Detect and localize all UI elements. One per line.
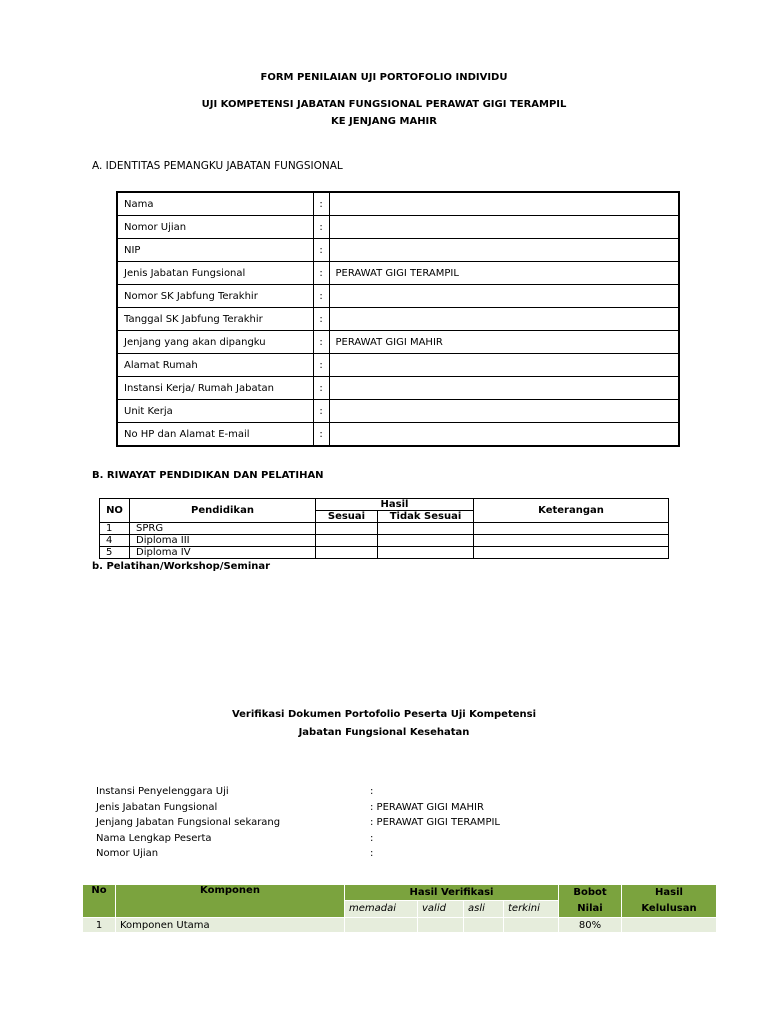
- col-pendidikan: Pendidikan: [130, 499, 316, 523]
- verification-valid[interactable]: [418, 918, 464, 933]
- verification-subtitle: Jabatan Fungsional Kesehatan: [298, 727, 470, 738]
- info-label: Nomor Ujian: [96, 848, 159, 859]
- identity-label: Jenis Jabatan Fungsional: [117, 262, 313, 285]
- identity-colon: :: [313, 354, 329, 377]
- col-sesuai: Sesuai: [316, 511, 378, 523]
- education-name: SPRG: [130, 523, 316, 535]
- identity-value[interactable]: [329, 354, 679, 377]
- identity-label: Jenjang yang akan dipangku: [117, 331, 313, 354]
- identity-row: [117, 377, 679, 400]
- identity-colon: :: [313, 308, 329, 331]
- identity-label: Tanggal SK Jabfung Terakhir: [117, 308, 313, 331]
- identity-row: [117, 192, 679, 216]
- education-tidak-sesuai[interactable]: [378, 523, 474, 535]
- col-kelulusan: [622, 885, 717, 918]
- sub-asli: asli: [464, 900, 504, 917]
- education-table: [99, 498, 669, 559]
- identity-row: [117, 308, 679, 331]
- identity-row: [117, 285, 679, 308]
- identity-colon: :: [313, 285, 329, 308]
- identity-value[interactable]: [329, 308, 679, 331]
- verification-row: [83, 918, 717, 933]
- col-tidak-sesuai: Tidak Sesuai: [378, 511, 474, 523]
- identity-colon: :: [313, 262, 329, 285]
- hasil-label: Hasil: [655, 887, 683, 898]
- identity-row: [117, 216, 679, 239]
- form-title: FORM PENILAIAN UJI PORTOFOLIO INDIVIDU: [260, 72, 508, 83]
- education-keterangan[interactable]: [474, 547, 669, 559]
- education-keterangan[interactable]: [474, 535, 669, 547]
- identity-label: Unit Kerja: [117, 400, 313, 423]
- identity-label: NIP: [117, 239, 313, 262]
- identity-value[interactable]: [329, 377, 679, 400]
- verification-table: [82, 884, 717, 933]
- info-label: Jenjang Jabatan Fungsional sekarang: [96, 817, 281, 828]
- form-subtitle: UJI KOMPETENSI JABATAN FUNGSIONAL PERAWAT GIGI TERAMPIL: [201, 99, 567, 110]
- identity-value[interactable]: PERAWAT GIGI TERAMPIL: [329, 262, 679, 285]
- education-name: Diploma III: [130, 535, 316, 547]
- sub-memadai: memadai: [345, 900, 418, 917]
- training-heading: b. Pelatihan/Workshop/Seminar: [92, 561, 271, 572]
- col-verif-komponen: Komponen: [116, 885, 345, 918]
- identity-row: [117, 331, 679, 354]
- info-value: :: [370, 832, 374, 844]
- identity-colon: :: [313, 400, 329, 423]
- education-sesuai[interactable]: [316, 535, 378, 547]
- identity-colon: :: [313, 192, 329, 216]
- identity-label: Nomor SK Jabfung Terakhir: [117, 285, 313, 308]
- info-value: : PERAWAT GIGI TERAMPIL: [370, 817, 500, 828]
- identity-label: No HP dan Alamat E-mail: [117, 423, 313, 447]
- col-keterangan: Keterangan: [474, 499, 669, 523]
- identity-value[interactable]: [329, 216, 679, 239]
- identity-label: Nomor Ujian: [117, 216, 313, 239]
- identity-row: [117, 354, 679, 377]
- col-hasil: Hasil: [316, 499, 474, 511]
- form-subtitle-level: KE JENJANG MAHIR: [331, 116, 437, 127]
- education-no: 1: [100, 523, 130, 535]
- education-no: 5: [100, 547, 130, 559]
- nilai-label: Nilai: [577, 903, 603, 914]
- info-value: :: [370, 848, 374, 859]
- kelulusan-label: Kelulusan: [641, 903, 697, 914]
- sub-valid: valid: [418, 900, 464, 917]
- identity-value[interactable]: [329, 239, 679, 262]
- verification-memadai[interactable]: [345, 918, 418, 933]
- info-label: Jenis Jabatan Fungsional: [96, 801, 218, 813]
- identity-value[interactable]: [329, 400, 679, 423]
- education-row: [100, 547, 669, 559]
- section-b-heading: B. RIWAYAT PENDIDIKAN DAN PELATIHAN: [92, 470, 324, 481]
- verification-kelulusan[interactable]: [622, 918, 717, 933]
- verification-bobot: 80%: [559, 918, 622, 933]
- education-tidak-sesuai[interactable]: [378, 535, 474, 547]
- education-tidak-sesuai[interactable]: [378, 547, 474, 559]
- verification-title: Verifikasi Dokumen Portofolio Peserta Uji Kompetensi: [231, 709, 537, 720]
- education-row: [100, 523, 669, 535]
- education-no: 4: [100, 535, 130, 547]
- info-value: :: [370, 786, 374, 797]
- identity-row: [117, 239, 679, 262]
- verification-terkini[interactable]: [504, 918, 559, 933]
- identity-value[interactable]: [329, 285, 679, 308]
- education-sesuai[interactable]: [316, 547, 378, 559]
- identity-value[interactable]: [329, 423, 679, 447]
- education-name: Diploma IV: [130, 547, 316, 559]
- info-label: Instansi Penyelenggara Uji: [96, 786, 229, 797]
- identity-value[interactable]: [329, 192, 679, 216]
- section-a-heading: A. IDENTITAS PEMANGKU JABATAN FUNGSIONAL: [92, 160, 343, 172]
- bobot-label: Bobot: [573, 887, 607, 898]
- identity-row: [117, 262, 679, 285]
- identity-colon: :: [313, 377, 329, 400]
- identity-row: [117, 400, 679, 423]
- sub-terkini: terkini: [504, 900, 559, 917]
- education-keterangan[interactable]: [474, 523, 669, 535]
- identity-row: [117, 423, 679, 447]
- info-value: : PERAWAT GIGI MAHIR: [370, 801, 484, 813]
- education-sesuai[interactable]: [316, 523, 378, 535]
- identity-label: Instansi Kerja/ Rumah Jabatan: [117, 377, 313, 400]
- col-verif-no: No: [83, 885, 116, 918]
- verification-no: 1: [83, 918, 116, 933]
- info-label: Nama Lengkap Peserta: [96, 832, 212, 844]
- identity-table: [116, 191, 680, 447]
- identity-value[interactable]: PERAWAT GIGI MAHIR: [329, 331, 679, 354]
- identity-colon: :: [313, 331, 329, 354]
- col-verif-hasil: Hasil Verifikasi: [345, 885, 559, 901]
- col-bobot: [559, 885, 622, 918]
- verification-komponen: Komponen Utama: [116, 918, 345, 933]
- identity-label: Nama: [117, 192, 313, 216]
- identity-colon: :: [313, 216, 329, 239]
- col-no: NO: [100, 499, 130, 523]
- verification-asli[interactable]: [464, 918, 504, 933]
- identity-colon: :: [313, 423, 329, 447]
- identity-colon: :: [313, 239, 329, 262]
- identity-label: Alamat Rumah: [117, 354, 313, 377]
- education-row: [100, 535, 669, 547]
